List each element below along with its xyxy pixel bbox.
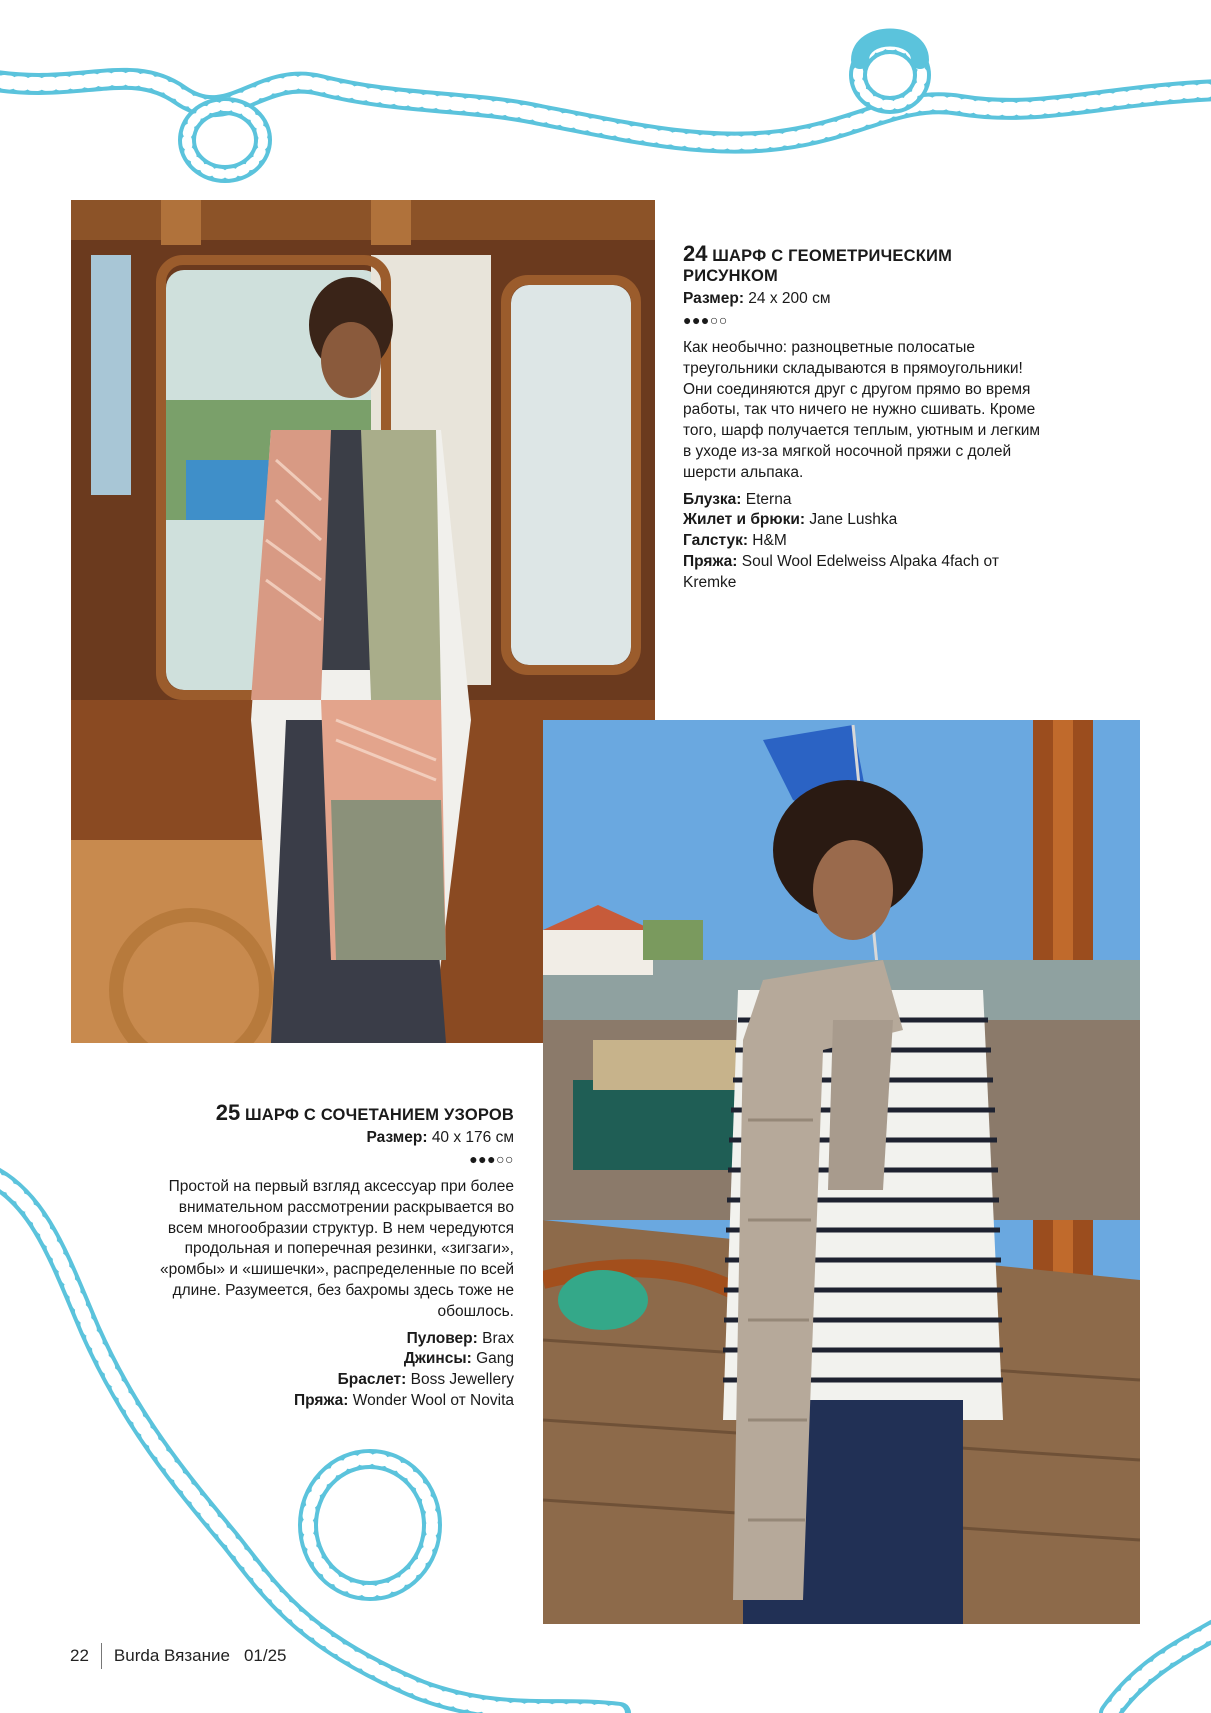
article-25 [150,1100,514,1412]
credit-value: Wonder Wool от Novita [352,1391,514,1409]
article-25-description: Простой на первый взгляд аксессуар при более внимательном рассмотрении раскрывается во всем многообразии структур. В нем чередуются продольная и поперечная резинки, «зигзаги», «ромбы» и «шишечки», распределенные по всей длине. Разумеется, без бахромы здесь тоже не обошлось. [160,1178,514,1320]
article-25-credits [150,1329,514,1412]
article-24-title-line2: РИСУНКОМ [683,267,778,285]
credit-item [150,1370,514,1391]
issue-number: 01/25 [243,1646,287,1665]
credit-item [683,531,1043,552]
credit-item [683,510,1043,531]
page-footer [70,1643,287,1669]
credit-item [150,1329,514,1350]
size-label: Размер: [366,1129,428,1146]
article-25-title-text: ШАРФ С СОЧЕТАНИЕМ УЗОРОВ [244,1106,514,1124]
article-24-number: 24 [683,241,708,266]
credit-label: Джинсы: [403,1350,472,1368]
credit-label: Пуловер: [406,1329,478,1347]
size-value: 24 x 200 см [748,290,831,307]
credit-value: Gang [476,1350,514,1368]
article-24-title-line1: ШАРФ С ГЕОМЕТРИЧЕСКИМ [712,247,953,265]
difficulty-rating: ●●●○○ [683,312,728,328]
credit-value: Brax [482,1329,514,1347]
difficulty-rating: ●●●○○ [469,1151,514,1167]
credit-label: Галстук: [683,532,748,550]
article-24-title [683,241,1043,286]
article-24-description: Как необычно: разноцветные полосатые треугольники складываются в прямоугольники! Они соединяются друг с другом прямо во время работы, так что ничего не нужно сшивать. Кроме того, шарф получается теплым, уютным и легким в уходе из-за мягкой носочной пряжи с долей шерсти альпака. [683,339,1041,481]
article-25-title [150,1100,514,1125]
article-25-size [150,1127,514,1148]
photo-scarf-patterns [543,720,1140,1624]
credit-value: Boss Jewellery [410,1371,514,1389]
credit-value: Soul Wool Edelweiss Alpaka 4fach от Kremke [683,552,999,591]
credit-label: Пряжа: [294,1391,349,1409]
article-24-credits [683,490,1043,594]
article-25-number: 25 [215,1100,241,1125]
credit-item [683,490,1043,511]
credit-item [683,552,1043,594]
credit-item [150,1349,514,1370]
credit-label: Пряжа: [683,552,738,570]
article-24-size [683,288,1043,309]
size-value: 40 x 176 см [431,1129,514,1146]
footer-divider [101,1643,102,1669]
credit-label: Жилет и брюки: [683,511,806,529]
credit-value: H&M [752,532,787,550]
credit-label: Блузка: [683,490,742,508]
credit-value: Eterna [745,490,792,508]
page-number: 22 [70,1646,89,1665]
credit-item [150,1391,514,1412]
credit-label: Браслет: [337,1371,407,1389]
magazine-name: Burda Вязание [113,1646,230,1665]
size-label: Размер: [683,290,744,307]
article-24 [683,241,1043,594]
credit-value: Jane Lushka [809,511,898,529]
